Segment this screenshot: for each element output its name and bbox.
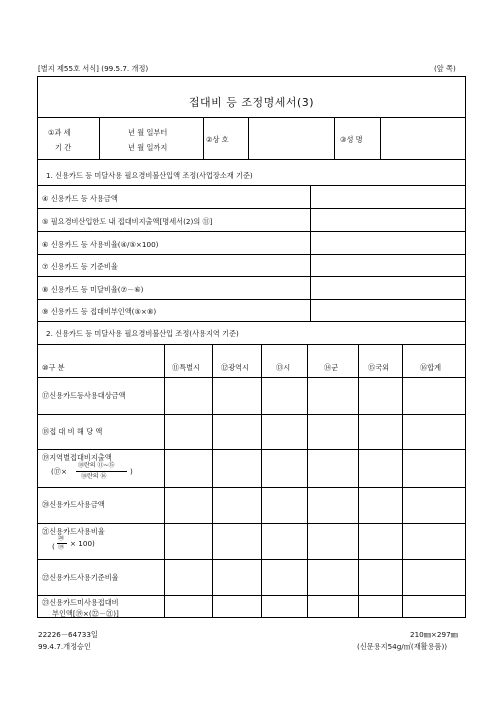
rule-s1-row1 <box>38 208 465 209</box>
rule-s1-heading-bottom <box>38 185 465 186</box>
card-ratio-denominator: ⑲ <box>58 544 65 551</box>
section1-heading: 1. 신용카드 등 미달사용 필요경비불산입액 조정(사업장소재 기준) <box>46 171 253 180</box>
rule-s1-row2 <box>38 231 465 232</box>
representative-name-label: ③성 명 <box>340 135 363 144</box>
form-frame <box>37 76 466 618</box>
col-header-total: ⑯합계 <box>420 363 442 372</box>
paper-size: 210㎜×297㎜ <box>410 630 458 639</box>
rule-s2-header-bottom <box>38 377 465 378</box>
s1-row-standard-ratio: ⑦ 신용카드 등 기준비율 <box>42 262 118 271</box>
rule-s2-r17 <box>38 414 465 415</box>
s2-col-divider-2 <box>212 345 213 617</box>
regional-expense-denominator: ⑱란의 ⑯ <box>81 473 107 480</box>
info-divider-5 <box>380 118 381 159</box>
form-title: 접대비 등 조정명세서(3) <box>188 96 315 109</box>
info-divider-4 <box>334 118 335 159</box>
period-to: 년 월 일까지 <box>128 143 168 152</box>
row-label-card-ratio: ㉑신용카드사용비율 <box>42 527 105 536</box>
col-header-special-city: ⑪특별시 <box>172 363 201 372</box>
card-ratio-open-paren: ( <box>52 542 55 551</box>
regional-expense-fraction-bar <box>76 471 127 472</box>
s2-col-divider-6 <box>402 345 403 617</box>
col-header-county: ⑭군 <box>324 363 339 372</box>
rule-title-bottom <box>38 117 465 118</box>
paper-type: (신문용지54g/㎡(재활용품)) <box>357 642 448 651</box>
rule-s1-row4 <box>38 276 465 277</box>
s2-col-divider-5 <box>358 345 359 617</box>
rule-s1-row5 <box>38 299 465 300</box>
row-label-unused-card-formula: 부인액[⑲×(㉒－㉑)] <box>52 609 119 618</box>
col-header-category: ⑩구 분 <box>42 363 65 372</box>
period-from: 년 월 일부터 <box>128 128 168 137</box>
page-side-label: (앞 쪽) <box>434 64 456 73</box>
info-divider-1 <box>99 118 100 159</box>
info-divider-2 <box>203 118 204 159</box>
row-label-regional-expense: ⑲지역별접대비지출액 <box>42 453 112 462</box>
s1-row-disallowed-amount: ⑨ 신용카드 등 접대비부인액(⑤×⑧) <box>42 307 157 316</box>
s2-col-divider-3 <box>261 345 262 617</box>
form-code: 22226－64733일 <box>38 630 98 639</box>
rule-s2-heading-bottom <box>38 344 465 345</box>
rule-s2-r20 <box>38 523 465 524</box>
s2-col-divider-4 <box>307 345 308 617</box>
form-reference: [별지 제55호 서식] (99.5.7. 개정) <box>38 64 149 73</box>
row-label-card-target: ⑰신용카드등사용대상금액 <box>42 391 126 400</box>
tax-period-label: ①과 세 <box>48 128 71 137</box>
rule-info-bottom <box>38 159 465 160</box>
row-label-card-standard-ratio: ㉒신용카드사용기준비율 <box>42 573 119 582</box>
tax-period-label-2: 기 간 <box>55 143 72 152</box>
s1-row-shortfall-ratio: ⑧ 신용카드 등 미달비율(⑦－⑥) <box>42 285 144 294</box>
info-divider-3 <box>248 118 249 159</box>
rule-s2-r19 <box>38 487 465 488</box>
s1-row-limit-expense: ⑤ 필요경비산입한도 내 접대비지출액[명세서(2)의 ⑪] <box>42 217 213 226</box>
regional-expense-formula-close: ) <box>130 467 133 476</box>
col-header-city: ⑬시 <box>276 363 291 372</box>
card-ratio-multiplier: × 100) <box>70 539 95 548</box>
rule-s1-row6 <box>38 321 465 322</box>
row-label-entertainment-amount: ⑱접 대 비 해 당 액 <box>42 427 103 436</box>
rule-s2-r21 <box>38 559 465 560</box>
s1-value-divider <box>310 186 311 321</box>
s1-row-card-ratio: ⑥ 신용카드 등 사용비율(④/⑤×100) <box>42 240 159 249</box>
rule-s1-row3 <box>38 254 465 255</box>
s2-col-divider-1 <box>164 345 165 617</box>
section2-heading: 2. 신용카드 등 미달사용 필요경비불산입 조정(사용지역 기준) <box>46 329 239 338</box>
rule-s2-r18 <box>38 449 465 450</box>
s1-row-card-amount: ④ 신용카드 등 사용금액 <box>42 194 118 203</box>
col-header-overseas: ⑮국외 <box>368 363 390 372</box>
row-label-card-usage: ⑳신용카드사용금액 <box>42 500 105 509</box>
row-label-unused-card-expense: ㉓신용카드미사용접대비 <box>42 598 119 607</box>
company-name-label: ②상 호 <box>206 135 229 144</box>
rule-s2-r22 <box>38 595 465 596</box>
card-ratio-numerator: ⑳ <box>58 535 65 542</box>
regional-expense-formula-open: (⑰× <box>51 467 68 476</box>
regional-expense-numerator: ⑱란의 ⑪~⑮ <box>78 462 115 469</box>
approval-date: 99.4.7.개정승인 <box>38 642 91 651</box>
col-header-metro-city: ⑫광역시 <box>221 363 250 372</box>
